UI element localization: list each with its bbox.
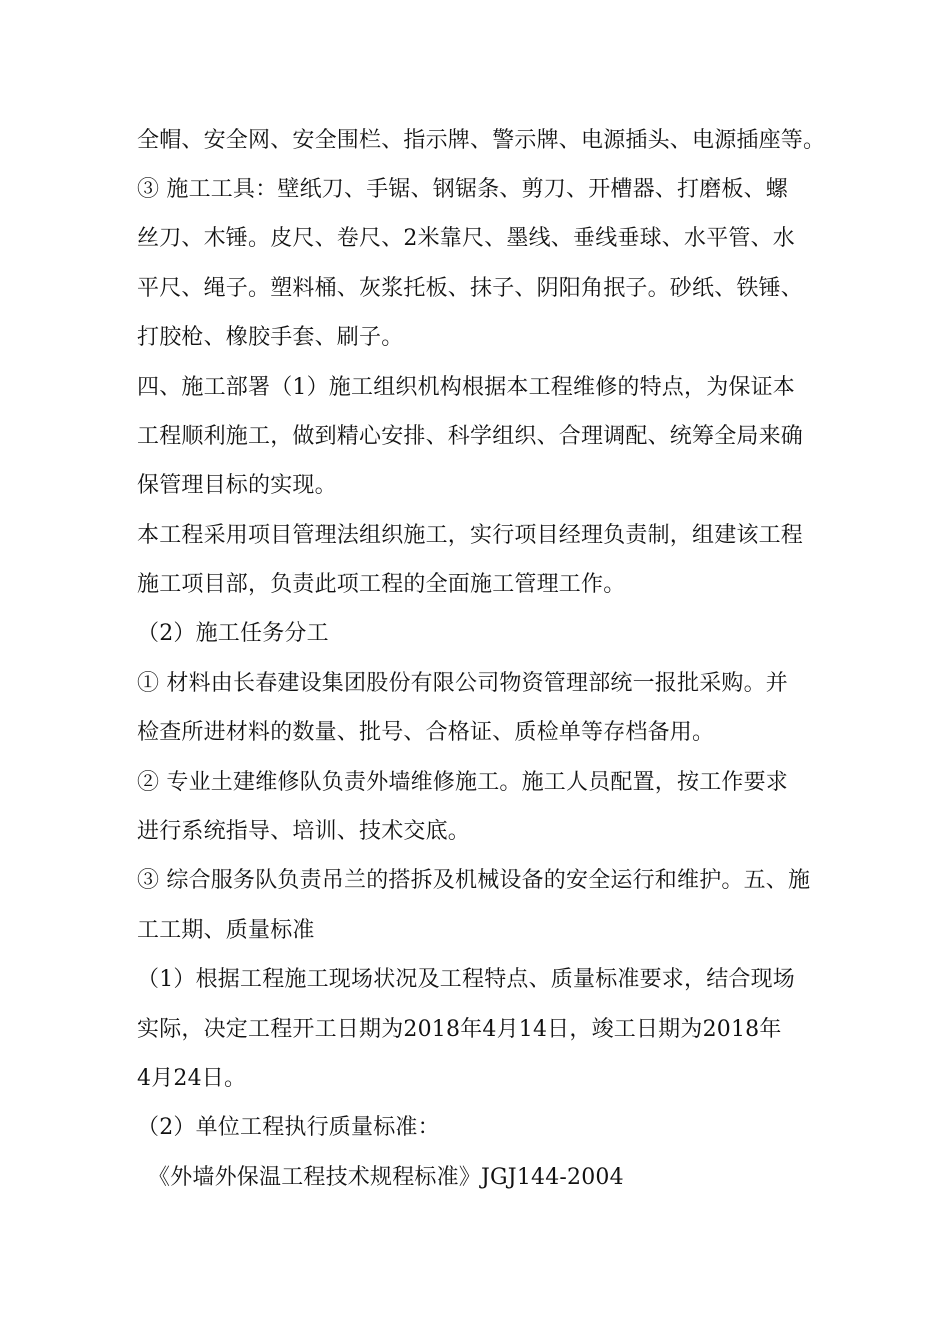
- text-line: ① 材料由长春建设集团股份有限公司物资管理部统一报批采购。并: [137, 671, 788, 696]
- section-heading-line: 工工期、质量标准: [137, 918, 315, 943]
- standard-reference-line: 《外墙外保温工程技术规程标准》JGJ144-2004: [148, 1165, 624, 1190]
- text-line: （1）根据工程施工现场状况及工程特点、质量标准要求，结合现场: [137, 967, 795, 992]
- text-line: 丝刀、木锤。皮尺、卷尺、2米靠尺、墨线、垂线垂球、水平管、水: [137, 226, 795, 251]
- subsection-heading-line: （2）单位工程执行质量标准：: [137, 1115, 440, 1140]
- text-line: 保管理目标的实现。: [137, 473, 337, 498]
- text-line: ③ 施工工具：壁纸刀、手锯、钢锯条、剪刀、开槽器、打磨板、螺: [137, 177, 788, 202]
- text-line: 实际，决定工程开工日期为2018年4月14日，竣工日期为2018年: [137, 1017, 782, 1042]
- text-line: ② 专业土建维修队负责外墙维修施工。施工人员配置，按工作要求: [137, 770, 788, 795]
- text-line: 4月24日。: [137, 1066, 247, 1091]
- text-line: 工程顺利施工，做到精心安排、科学组织、合理调配、统筹全局来确: [137, 424, 804, 449]
- text-line: 进行系统指导、培训、技术交底。: [137, 819, 471, 844]
- text-line: 平尺、绳子。塑料桶、灰浆托板、抹子、阴阳角抿子。砂纸、铁锤、: [137, 276, 804, 301]
- text-line: 打胶枪、橡胶手套、刷子。: [137, 325, 404, 350]
- text-line: 全帽、安全网、安全围栏、指示牌、警示牌、电源插头、电源插座等。: [137, 128, 826, 153]
- text-line: 施工项目部，负责此项工程的全面施工管理工作。: [137, 572, 626, 597]
- section-heading-line: 四、施工部署（1）施工组织机构根据本工程维修的特点，为保证本: [137, 375, 795, 400]
- subsection-heading-line: （2）施工任务分工: [137, 621, 329, 646]
- text-line: 本工程采用项目管理法组织施工，实行项目经理负责制，组建该工程: [137, 523, 804, 548]
- text-line: 检查所进材料的数量、批号、合格证、质检单等存档备用。: [137, 720, 715, 745]
- text-line: ③ 综合服务队负责吊兰的搭拆及机械设备的安全运行和维护。五、施: [137, 868, 811, 893]
